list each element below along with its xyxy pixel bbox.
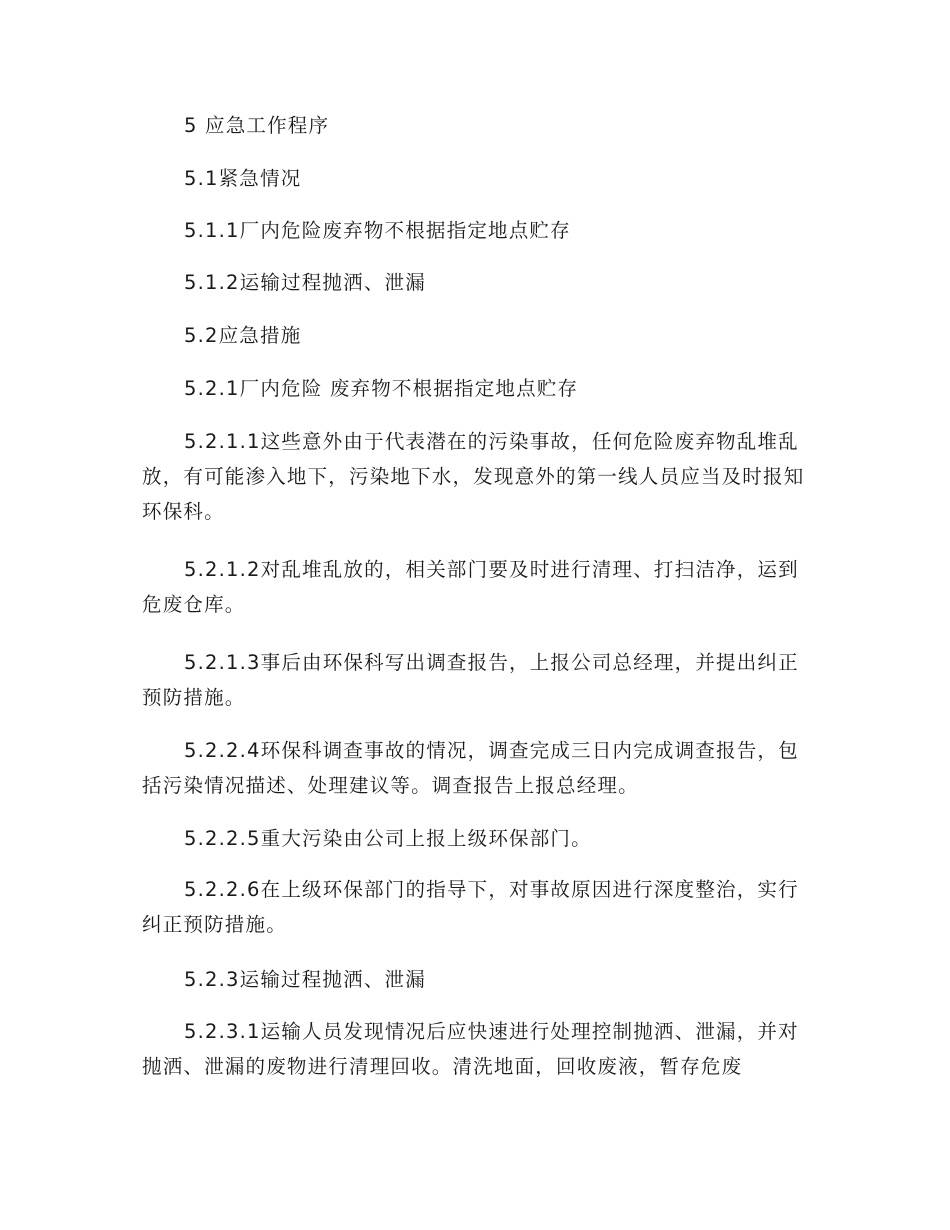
item-5-1-2: 5.1.2运输过程抛洒、泄漏 [184,271,426,294]
paragraph-5-2-2-6: 5.2.2.6在上级环保部门的指导下，对事故原因进行深度整治，实行纠正预防措施。 [142,878,799,936]
paragraph-5-2-2-5: 5.2.2.5重大污染由公司上报上级环保部门。 [184,827,592,850]
paragraph-5-2-1-1: 5.2.1.1这些意外由于代表潜在的污染事故，任何危险废弃物乱堆乱放，有可能渗入地下，污染地下水，发现意外的第一线人员应当及时报知环保科。 [142,430,805,523]
paragraph-5-2-1-3: 5.2.1.3事后由环保科写出调查报告，上报公司总经理，并提出纠正预防措施。 [142,651,799,709]
section-heading-5-1: 5.1紧急情况 [184,167,302,190]
paragraph-5-2-2-4: 5.2.2.4环保科调查事故的情况，调查完成三日内完成调查报告，包括污染情况描述、处理建议等。调查报告上报总经理。 [142,739,799,797]
section-heading-5: 5 应急工作程序 [184,114,330,137]
item-5-2-1: 5.2.1厂内危险 废弃物不根据指定地点贮存 [184,377,579,400]
paragraph-5-2-1-2: 5.2.1.2对乱堆乱放的，相关部门要及时进行清理、打扫洁净，运到危废仓库。 [142,558,799,616]
paragraph-5-2-3-1: 5.2.3.1运输人员发现情况后应快速进行处理控制抛洒、泄漏，并对抛洒、泄漏的废物进行清理回收。清洗地面，回收废液，暂存危废 [142,1020,799,1078]
item-5-2-3: 5.2.3运输过程抛洒、泄漏 [184,968,426,991]
section-heading-5-2: 5.2应急措施 [184,324,302,347]
item-5-1-1: 5.1.1厂内危险废弃物不根据指定地点贮存 [184,219,571,242]
